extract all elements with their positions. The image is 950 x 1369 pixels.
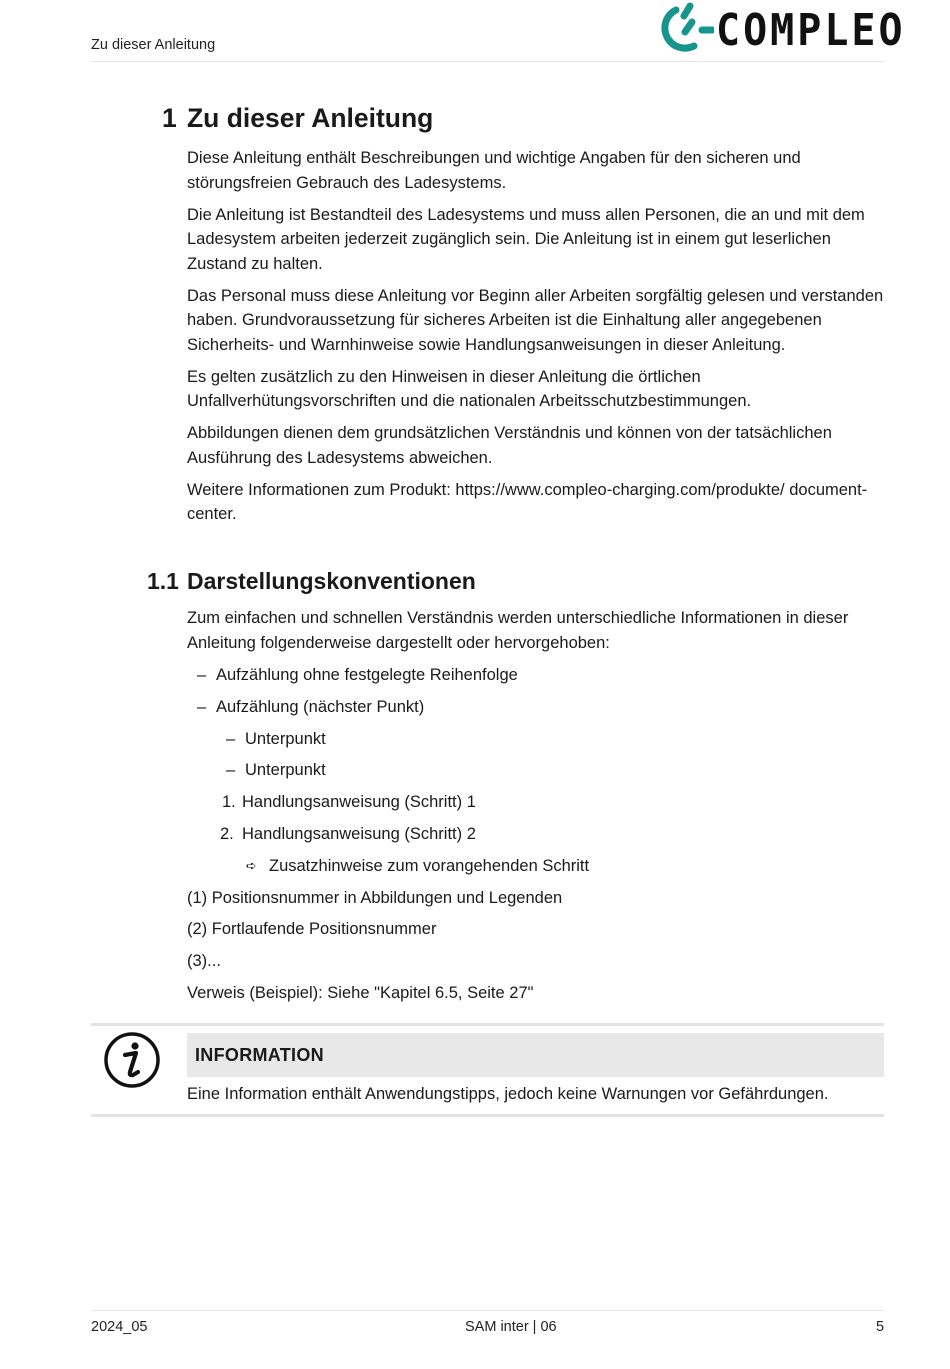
list-item-text: (3)... bbox=[187, 952, 221, 971]
compleo-logo bbox=[654, 2, 906, 56]
step-number: 1. bbox=[222, 793, 236, 812]
paragraph: Zum einfachen und schnellen Verständnis werden unterschiedliche Informationen in dieser Anleitung folgenderweise dargestellt oder hervorgehoben: bbox=[187, 609, 849, 652]
info-box-bottom-border bbox=[91, 1114, 884, 1117]
list-item-text: Unterpunkt bbox=[245, 729, 326, 748]
list-item bbox=[187, 949, 887, 981]
arrow-right-icon: ➪ bbox=[246, 857, 257, 873]
paragraph: Es gelten zusätzlich zu den Hinweisen in dieser Anleitung die örtlichen Unfallverhütungsvorschriften und die nationalen Arbeitsschutzbestimmungen. bbox=[187, 367, 752, 410]
paragraph: Weitere Informationen zum Produkt: https://www.compleo-charging.com/produkte/ document-center. bbox=[187, 480, 868, 523]
footer-divider bbox=[91, 1310, 884, 1311]
info-text: Eine Information enthält Anwendungstipps, jedoch keine Warnungen vor Gefährdungen. bbox=[187, 1085, 829, 1103]
list-item-text: Aufzählung (nächster Punkt) bbox=[216, 697, 425, 716]
dash-marker: – bbox=[226, 729, 236, 748]
dash-marker: – bbox=[226, 761, 236, 780]
dash-marker: – bbox=[197, 666, 207, 684]
info-heading: INFORMATION bbox=[187, 1033, 884, 1077]
list-item bbox=[187, 758, 887, 790]
info-box-top-border bbox=[91, 1023, 884, 1026]
paragraph: Die Anleitung ist Bestandteil des Ladesystems und muss allen Personen, die an und mit dem Ladesystem arbeiten jederzeit zugänglich sein. Die Anleitung ist in einem gut leserlichen Zustand zu halten. bbox=[187, 205, 865, 273]
section-title: Darstellungskonventionen bbox=[187, 568, 476, 594]
list-item bbox=[187, 790, 887, 822]
running-header: Zu dieser Anleitung bbox=[91, 37, 216, 53]
list-item-text: (1) Positionsnummer in Abbildungen und Legenden bbox=[187, 888, 563, 907]
list-item bbox=[187, 981, 887, 1013]
list-item-text: Verweis (Beispiel): Siehe "Kapitel 6.5, Seite 27" bbox=[187, 983, 534, 1002]
paragraph: Abbildungen dienen dem grundsätzlichen Verständnis und können von der tatsächlichen Ausführung des Ladesystems abweichen. bbox=[187, 424, 832, 467]
compleo-logo-wordmark: COMPLEO bbox=[716, 6, 906, 56]
list-item-text: Handlungsanweisung (Schritt) 1 bbox=[242, 793, 476, 812]
list-item-text: Zusatzhinweise zum vorangehenden Schritt bbox=[269, 856, 590, 875]
chapter-title: Zu dieser Anleitung bbox=[187, 103, 434, 133]
footer-date: 2024_05 bbox=[91, 1319, 148, 1335]
footer-document: SAM inter | 06 bbox=[465, 1319, 557, 1335]
step-number: 2. bbox=[220, 824, 234, 843]
list-item-text: Handlungsanweisung (Schritt) 2 bbox=[242, 824, 476, 843]
list-item bbox=[187, 727, 887, 759]
list-item bbox=[187, 854, 887, 886]
page-number: 5 bbox=[876, 1319, 885, 1335]
list-item bbox=[187, 886, 887, 918]
list-item bbox=[187, 822, 887, 854]
conventions-list bbox=[187, 663, 887, 1013]
chapter-heading bbox=[162, 103, 433, 134]
list-item-text: (2) Fortlaufende Positionsnummer bbox=[187, 920, 437, 939]
section-heading bbox=[147, 568, 476, 595]
information-box bbox=[91, 1023, 884, 1117]
list-item bbox=[187, 695, 887, 727]
section-number: 1.1 bbox=[147, 568, 179, 594]
compleo-logo-icon bbox=[654, 2, 714, 54]
chapter-number: 1 bbox=[162, 103, 177, 133]
list-item bbox=[187, 917, 887, 949]
section-intro bbox=[187, 606, 887, 663]
chapter-body bbox=[187, 146, 887, 534]
list-item-text: Aufzählung ohne festgelegte Reihenfolge bbox=[216, 666, 518, 684]
info-icon bbox=[103, 1031, 161, 1089]
dash-marker: – bbox=[197, 697, 207, 716]
paragraph: Das Personal muss diese Anleitung vor Beginn aller Arbeiten sorgfältig gelesen und verstanden haben. Grundvoraussetzung für sicheres Arbeiten ist die Einhaltung aller angegebenen Sicherheits- und Warnhinweise sowie Handlungsanweisungen in dieser Anleitung. bbox=[187, 286, 884, 354]
header-divider bbox=[91, 61, 884, 62]
list-item bbox=[187, 663, 887, 695]
paragraph: Diese Anleitung enthält Beschreibungen und wichtige Angaben für den sicheren und störungsfreien Gebrauch des Ladesystems. bbox=[187, 149, 801, 192]
list-item-text: Unterpunkt bbox=[245, 761, 326, 780]
